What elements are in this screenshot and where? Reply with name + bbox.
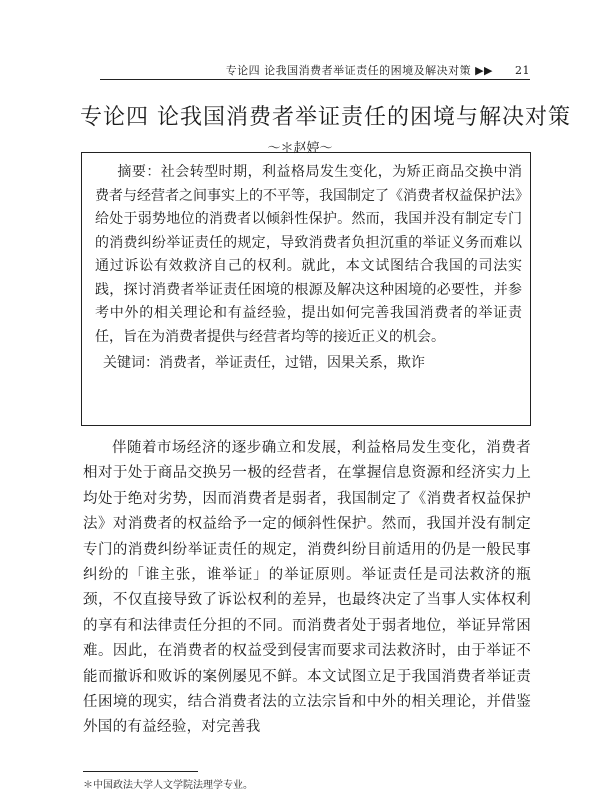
footnote: ＊中国政法大学人文学院法理学专业。: [83, 780, 253, 791]
running-header: [100, 62, 530, 84]
body-paragraph: 伴随着市场经济的逐步确立和发展，利益格局发生变化，消费者相对于处于商品交换另一极的经营者，在掌握信息资源和经济实力上均处于绝对劣势，因而消费者是弱者，我国制定了《消费者权益保护法》对消费者的权益给予一定的倾斜性保护。然而，我国并没有制定专门的消费纠纷举证责任的规定，消费纠纷目前适用的仍是一般民事纠纷的「谁主张，谁举证」的举证原则。举证责任是司法救济的瓶颈，不仅直接导致了诉讼权利的差异，也最终决定了当事人实体权利的享有和法律责任分担的不同。而消费者处于弱者地位，举证异常困难。因此，在消费者的权益受到侵害而要求司法救济时，由于举证不能而撤诉和败诉的案例屡见不鲜。本文试图立足于我国消费者举证责任困境的现实，结合消费者法的立法宗旨和中外的相关理论，并借鉴外国的有益经验，对完善我: [83, 440, 531, 736]
article-title: 专论四 论我国消费者举证责任的困境与解决对策: [80, 105, 571, 130]
body-text: [83, 436, 531, 741]
abstract-text: 摘要：社会转型时期，利益格局发生变化，为矫正商品交换中消费者与经营者之间事实上的不平等，我国制定了《消费者权益保护法》给处于弱势地位的消费者以倾斜性保护。然而，我国并没有制定专门的消费纠纷举证责任的规定，导致消费者负担沉重的举证义务而难以通过诉讼有效救济自己的权利。就此，本文试图结合我国的司法实践，探讨消费者举证责任困境的根源及解决这种困境的必要性，并参考中外的相关理论和有益经验，提出如何完善我国消费者的举证责任，旨在为消费者提供与经营者均等的接近正义的机会。: [95, 164, 522, 345]
abstract-box: [81, 152, 531, 426]
header-rule: [100, 79, 530, 80]
running-header-text: 专论四 论我国消费者举证责任的困境及解决对策 ▶▶: [225, 64, 493, 77]
keywords: 关键词：消费者，举证责任，过错，因果关系，欺诈: [103, 355, 425, 371]
page-number: 21: [515, 64, 530, 77]
footnote-rule: [83, 771, 198, 772]
author-line: ～＊赵婷～: [267, 141, 333, 156]
